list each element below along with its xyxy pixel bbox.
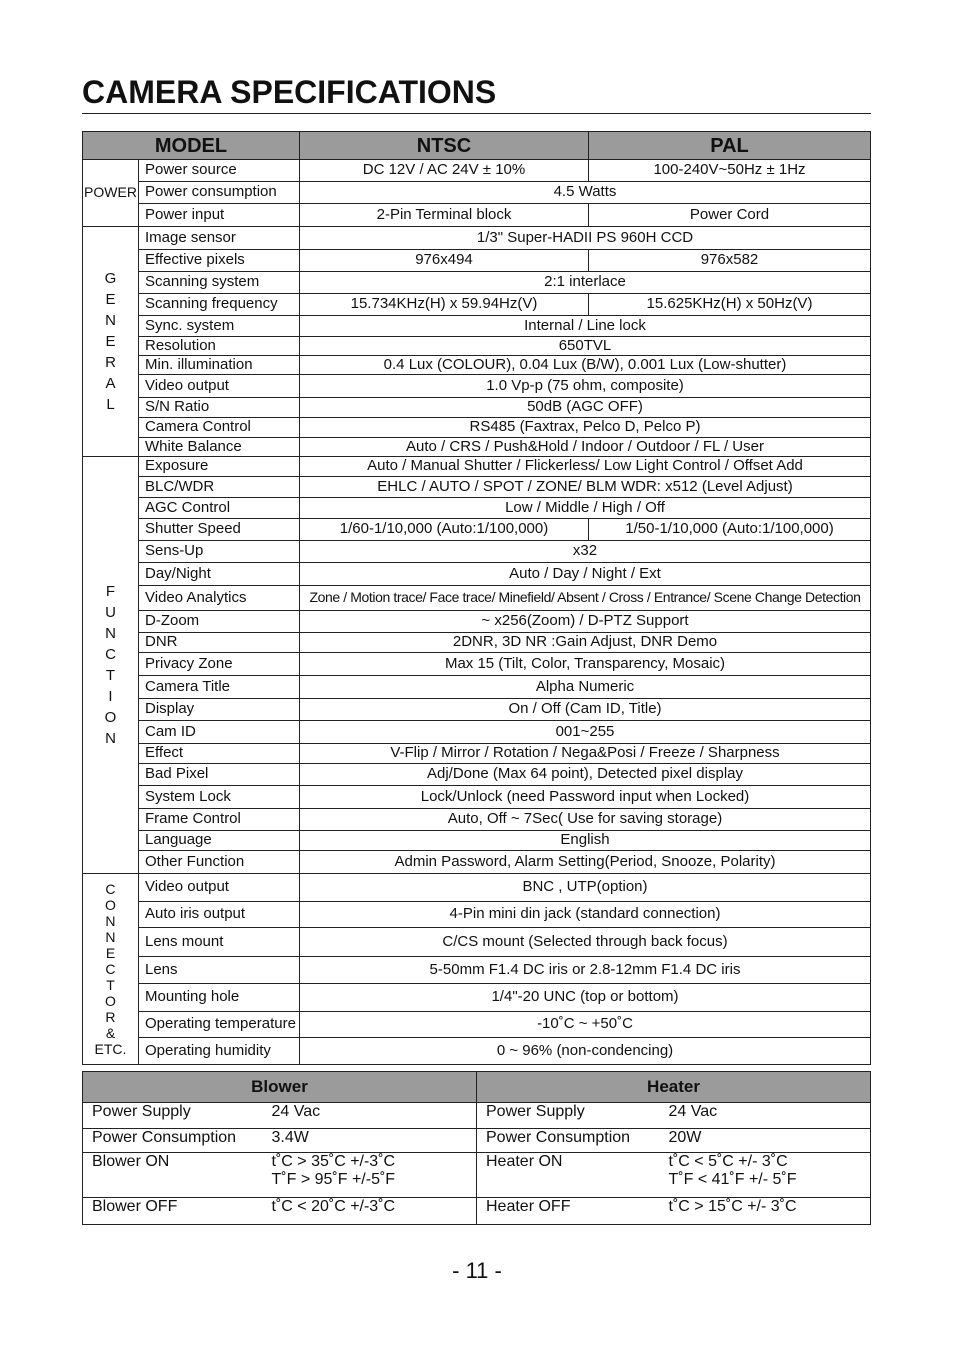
blower-heater-row (83, 1198, 871, 1225)
spec-label: Language (139, 831, 300, 851)
spec-label: Auto iris output (139, 902, 300, 928)
page-number: - 11 - (452, 1258, 502, 1283)
spec-label: Frame Control (139, 809, 300, 831)
spec-value: EHLC / AUTO / SPOT / ZONE/ BLM WDR: x512 (Level Adjust) (300, 477, 871, 498)
title-divider (82, 113, 871, 114)
spec-value: 2DNR, 3D NR :Gain Adjust, DNR Demo (300, 633, 871, 653)
spec-value: 0 ~ 96% (non-condencing) (300, 1038, 871, 1065)
group-letter: A (105, 375, 116, 392)
spec-row (83, 902, 871, 928)
spec-label: S/N Ratio (139, 398, 300, 418)
spec-label: DNR (139, 633, 300, 653)
header-pal: PAL (589, 132, 871, 160)
spec-value: Auto / Day / Night / Ext (300, 563, 871, 586)
spec-label: Display (139, 699, 300, 721)
blower-heater-row (83, 1153, 871, 1198)
spec-label: AGC Control (139, 498, 300, 519)
spec-row (83, 337, 871, 356)
group-letter: N (105, 912, 116, 929)
group-letter: E (105, 944, 116, 961)
spec-header-row (83, 132, 871, 160)
group-letter: E (105, 333, 116, 350)
spec-label: Privacy Zone (139, 653, 300, 676)
heater-label: Heater OFF (477, 1198, 660, 1225)
spec-label: Video output (139, 874, 300, 902)
spec-value: ~ x256(Zoom) / D-PTZ Support (300, 611, 871, 633)
blower-heater-row (83, 1129, 871, 1153)
group-letter: R (105, 354, 116, 371)
spec-label: Shutter Speed (139, 519, 300, 541)
spec-label: Mounting hole (139, 984, 300, 1012)
spec-row (83, 676, 871, 699)
spec-value-pal: 100-240V~50Hz ± 1Hz (589, 160, 871, 182)
spec-label: Power input (139, 204, 300, 227)
spec-label: Scanning frequency (139, 294, 300, 316)
spec-row (83, 294, 871, 316)
spec-label: Camera Title (139, 676, 300, 699)
group-letter: G (104, 270, 117, 287)
spec-value-pal: 15.625KHz(H) x 50Hz(V) (589, 294, 871, 316)
spec-row (83, 250, 871, 272)
blower-value (263, 1103, 477, 1129)
blower-value (263, 1198, 477, 1225)
group-vertical-label (105, 581, 117, 749)
heater-value-line: T˚F < 41˚F +/- 5˚F (668, 1170, 797, 1188)
group-letter: N (105, 312, 116, 329)
spec-label: Camera Control (139, 418, 300, 438)
group-letter: N (105, 625, 116, 642)
spec-row (83, 984, 871, 1012)
heater-value-line: t˚C > 15˚C +/- 3˚C (668, 1198, 797, 1215)
spec-row (83, 851, 871, 874)
spec-label: Video Analytics (139, 586, 300, 611)
spec-row (83, 272, 871, 294)
spec-value-pal: 1/50-1/10,000 (Auto:1/100,000) (589, 519, 871, 541)
spec-value: V-Flip / Mirror / Rotation / Nega&Posi / Freeze / Sharpness (300, 744, 871, 764)
heater-label: Heater ON (477, 1153, 660, 1198)
spec-label: Video output (139, 375, 300, 398)
spec-label: Lens (139, 957, 300, 984)
blower-label: Power Supply (83, 1103, 263, 1129)
group-letter: L (106, 396, 115, 413)
heater-title: Heater (477, 1072, 871, 1103)
spec-label: BLC/WDR (139, 477, 300, 498)
spec-row (83, 611, 871, 633)
blower-value-line: T˚F > 95˚F +/-5˚F (271, 1170, 396, 1188)
group-label-power: POWER (83, 160, 139, 227)
spec-row (83, 477, 871, 498)
group-label-connector (83, 874, 139, 1065)
group-letter: N (105, 730, 116, 747)
blower-heater-row (83, 1103, 871, 1129)
spec-row (83, 586, 871, 611)
heater-label: Power Supply (477, 1103, 660, 1129)
spec-label: D-Zoom (139, 611, 300, 633)
spec-row (83, 356, 871, 375)
group-label-function (83, 457, 139, 874)
spec-value-ntsc: 1/60-1/10,000 (Auto:1/100,000) (300, 519, 589, 541)
group-label-general (83, 227, 139, 457)
spec-value: Auto / Manual Shutter / Flickerless/ Low Light Control / Offset Add (300, 457, 871, 477)
blower-heater-header (83, 1072, 871, 1103)
spec-value: Internal / Line lock (300, 316, 871, 337)
spec-label: Image sensor (139, 227, 300, 250)
spec-value: Max 15 (Tilt, Color, Transparency, Mosaic) (300, 653, 871, 676)
spec-row (83, 457, 871, 477)
blower-label: Blower OFF (83, 1198, 263, 1225)
spec-row (83, 786, 871, 809)
heater-value-line: 24 Vac (668, 1103, 718, 1120)
spec-value: English (300, 831, 871, 851)
spec-value: Auto / CRS / Push&Hold / Indoor / Outdoor / FL / User (300, 438, 871, 457)
spec-value: Lock/Unlock (need Password input when Locked) (300, 786, 871, 809)
spec-value: Adj/Done (Max 64 point), Detected pixel display (300, 764, 871, 786)
spec-row (83, 182, 871, 204)
blower-value-line: t˚C > 35˚C +/-3˚C (271, 1153, 396, 1170)
spec-label: System Lock (139, 786, 300, 809)
spec-label: Operating temperature (139, 1012, 300, 1038)
blower-heater-table (82, 1071, 871, 1225)
spec-value: 1/3" Super-HADII PS 960H CCD (300, 227, 871, 250)
spec-row (83, 764, 871, 786)
group-letter: O (104, 709, 117, 726)
spec-label: Sens-Up (139, 541, 300, 563)
spec-table (82, 131, 871, 1065)
spec-value-ntsc: DC 12V / AC 24V ± 10% (300, 160, 589, 182)
spec-value-ntsc: 976x494 (300, 250, 589, 272)
spec-row (83, 831, 871, 851)
spec-row (83, 699, 871, 721)
spec-value: 4-Pin mini din jack (standard connection) (300, 902, 871, 928)
spec-value: BNC , UTP(option) (300, 874, 871, 902)
header-model: MODEL (83, 132, 300, 160)
spec-label: Other Function (139, 851, 300, 874)
blower-title: Blower (83, 1072, 477, 1103)
spec-value-pal: Power Cord (589, 204, 871, 227)
spec-row (83, 928, 871, 957)
spec-label: Day/Night (139, 563, 300, 586)
blower-label: Power Consumption (83, 1129, 263, 1153)
group-letter: E (105, 291, 116, 308)
spec-value: 5-50mm F1.4 DC iris or 2.8-12mm F1.4 DC iris (300, 957, 871, 984)
spec-row (83, 398, 871, 418)
blower-value (263, 1153, 477, 1198)
spec-row (83, 204, 871, 227)
group-letter: ETC. (94, 1040, 127, 1057)
heater-value (660, 1198, 871, 1225)
spec-value: 0.4 Lux (COLOUR), 0.04 Lux (B/W), 0.001 Lux (Low-shutter) (300, 356, 871, 375)
spec-label: Effect (139, 744, 300, 764)
blower-value-line: 24 Vac (271, 1103, 321, 1120)
spec-label: Sync. system (139, 316, 300, 337)
group-letter: & (105, 1024, 116, 1041)
group-letter: N (105, 928, 116, 945)
spec-value: 001~255 (300, 721, 871, 744)
spec-label: Power source (139, 160, 300, 182)
spec-value: RS485 (Faxtrax, Pelco D, Pelco P) (300, 418, 871, 438)
blower-label: Blower ON (83, 1153, 263, 1198)
group-letter: C (105, 880, 116, 897)
group-letter: T (106, 976, 115, 993)
spec-value: Zone / Motion trace/ Face trace/ Minefield/ Absent / Cross / Entrance/ Scene Change Detection (300, 586, 871, 611)
spec-value: C/CS mount (Selected through back focus) (300, 928, 871, 957)
group-letter: O (105, 896, 116, 913)
group-letter: U (105, 604, 116, 621)
page-title: CAMERA SPECIFICATIONS (82, 74, 497, 110)
header-ntsc: NTSC (300, 132, 589, 160)
group-letter: I (108, 688, 113, 705)
spec-value: 50dB (AGC OFF) (300, 398, 871, 418)
heater-value (660, 1153, 871, 1198)
spec-label: Power consumption (139, 182, 300, 204)
spec-value: 1.0 Vp-p (75 ohm, composite) (300, 375, 871, 398)
spec-value-pal: 976x582 (589, 250, 871, 272)
spec-label: Resolution (139, 337, 300, 356)
group-vertical-label (95, 881, 127, 1057)
spec-value: -10˚C ~ +50˚C (300, 1012, 871, 1038)
spec-value: Alpha Numeric (300, 676, 871, 699)
spec-label: Scanning system (139, 272, 300, 294)
blower-value-line: t˚C < 20˚C +/-3˚C (271, 1198, 396, 1215)
heater-value (660, 1103, 871, 1129)
heater-value-line: 20W (668, 1129, 702, 1146)
heater-value-line: t˚C < 5˚C +/- 3˚C (668, 1153, 788, 1170)
spec-row (83, 1038, 871, 1065)
spec-value: Admin Password, Alarm Setting(Period, Snooze, Polarity) (300, 851, 871, 874)
spec-value: Auto, Off ~ 7Sec( Use for saving storage) (300, 809, 871, 831)
spec-row (83, 227, 871, 250)
group-letter: T (105, 667, 116, 684)
spec-value-ntsc: 2-Pin Terminal block (300, 204, 589, 227)
spec-row (83, 316, 871, 337)
spec-value: 650TVL (300, 337, 871, 356)
spec-row (83, 498, 871, 519)
spec-label: White Balance (139, 438, 300, 457)
group-vertical-label (105, 268, 117, 415)
heater-value (660, 1129, 871, 1153)
group-letter: F (105, 583, 116, 600)
heater-label: Power Consumption (477, 1129, 660, 1153)
spec-row (83, 375, 871, 398)
spec-row (83, 160, 871, 182)
spec-row (83, 957, 871, 984)
spec-row (83, 541, 871, 563)
spec-row (83, 874, 871, 902)
spec-label: Effective pixels (139, 250, 300, 272)
spec-row (83, 809, 871, 831)
blower-value (263, 1129, 477, 1153)
group-letter: C (105, 960, 116, 977)
spec-row (83, 438, 871, 457)
blower-value-line: 3.4W (271, 1129, 309, 1146)
spec-value: 1/4"-20 UNC (top or bottom) (300, 984, 871, 1012)
spec-row (83, 563, 871, 586)
spec-label: Bad Pixel (139, 764, 300, 786)
spec-value: x32 (300, 541, 871, 563)
spec-value: 2:1 interlace (300, 272, 871, 294)
spec-value: On / Off (Cam ID, Title) (300, 699, 871, 721)
spec-row (83, 653, 871, 676)
spec-row (83, 744, 871, 764)
spec-value: 4.5 Watts (300, 182, 871, 204)
spec-row (83, 633, 871, 653)
spec-row (83, 418, 871, 438)
spec-label: Exposure (139, 457, 300, 477)
group-letter: O (105, 992, 116, 1009)
spec-label: Lens mount (139, 928, 300, 957)
group-letter: C (105, 646, 116, 663)
spec-row (83, 721, 871, 744)
spec-row (83, 519, 871, 541)
spec-value-ntsc: 15.734KHz(H) x 59.94Hz(V) (300, 294, 589, 316)
spec-value: Low / Middle / High / Off (300, 498, 871, 519)
spec-label: Cam ID (139, 721, 300, 744)
group-letter: R (105, 1008, 116, 1025)
spec-label: Operating humidity (139, 1038, 300, 1065)
spec-row (83, 1012, 871, 1038)
spec-label: Min. illumination (139, 356, 300, 375)
